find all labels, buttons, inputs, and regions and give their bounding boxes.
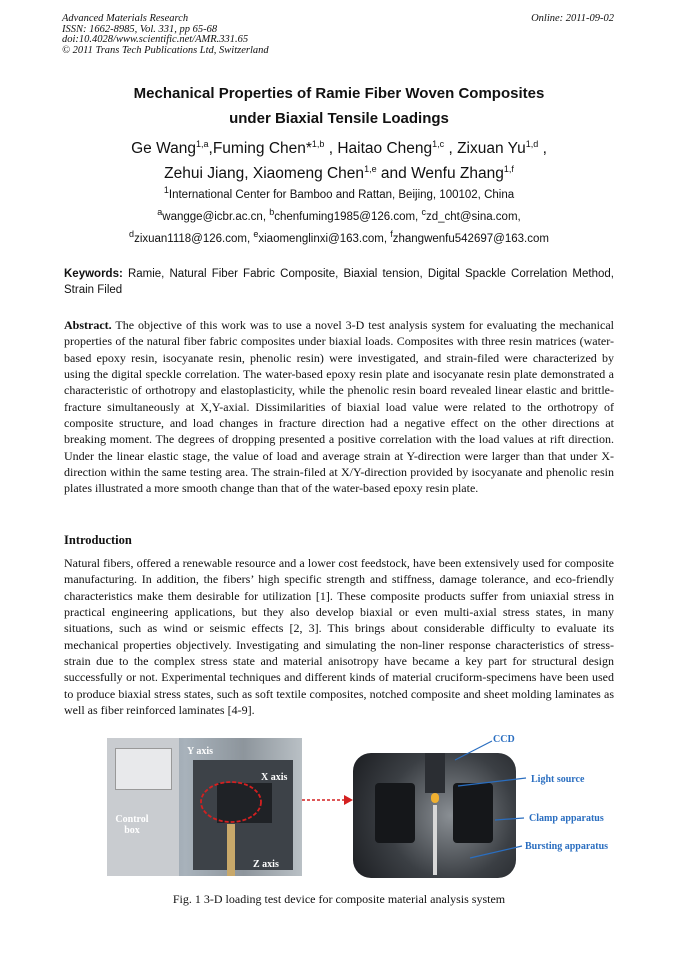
online-date: Online: 2011-09-02 bbox=[531, 13, 614, 24]
ccd-label: CCD bbox=[493, 734, 515, 745]
keywords-text: Ramie, Natural Fiber Fabric Composite, Biaxial tension, Digital Spackle Correlation Method, Strain Filed bbox=[64, 268, 614, 296]
author-name: Wenfu Zhang bbox=[411, 165, 504, 182]
email-address[interactable]: zixuan1118@126.com, bbox=[134, 233, 254, 245]
light-source-pointer bbox=[458, 778, 526, 786]
author-separator: , bbox=[324, 140, 338, 157]
section-heading-introduction: Introduction bbox=[64, 533, 132, 547]
author-separator: , bbox=[208, 140, 213, 157]
author-name: Fuming Chen* bbox=[212, 140, 312, 157]
clamp-apparatus-label: Clamp apparatus bbox=[529, 813, 604, 824]
email-sup: c bbox=[421, 207, 426, 218]
email-sup: e bbox=[253, 229, 259, 240]
journal-name: Advanced Materials Research bbox=[62, 13, 189, 24]
author-separator: , bbox=[444, 140, 458, 157]
abstract-text: The objective of this work was to use a novel 3-D test analysis system for evaluating the mechanical properties of the natural fiber fabric composites under biaxial loads. Composites with three resin matrices (water-based epoxy resin, isocyanate resin, phenolic resin) were investigated, and strain-filed were characterized by using the digital speckle correlation. The water-based epoxy resin plate and isocyanate resin plate demonstrated a characteristic of orthotropy and elastoplasticity, while the phenolic resin board revealed linear elastic and brittle-fracture simultaneously at X,Y-axial. Dissimilarities of biaxial load value were related to the orthotropy of composite structure, and load changes in fracture direction had a negative effect on the other directions at breaking moment. The degrees of dropping presented a positive correlation with the load values at rift direction. Under the linear elastic stage, the value of load and average strain at Y-direction were larger than that under X-direction within the same testing area. The strain-filed at X/Y-direction provided by isocyanate and phenolic resin plates illustrated a more smooth change than that of the water-based epoxy resin plate. bbox=[64, 318, 614, 496]
author-sup: 1,a bbox=[196, 138, 209, 149]
affiliation-sup: 1 bbox=[163, 185, 169, 196]
introduction-text: Natural fibers, offered a renewable resource and a lower cost feedstock, have been extensively used for composite manufacturing. In addition, the fibers’ high specific strength and stiffness, damage tolerance, and eco-friendly characteristics make them desirable for utilization [1]. These composite products suffer from uniaxial stress in practical engineering applications, but they also develop biaxial or even multi-axial stress states, in many situations, such as wind or seismic effects [2, 3]. This brings about considerable difficulty to evaluate its mechanical properties objectively. Investigating and simulating the non-liner response characteristics of stress-strain due to the complex stress state and material anisotropy have became a key part for structural design successfully or not. Experimental techniques and different kinds of material cruciform-specimens have been used to produce biaxial stress states, such as soft textile composites, notched composite and sheet molding laminates as well as fiber reinforced laminates [4-9]. bbox=[64, 556, 614, 718]
control-box-label-line-1: Control bbox=[115, 814, 149, 825]
author-sup: 1,f bbox=[503, 163, 514, 174]
clamp-pointer bbox=[495, 818, 524, 820]
zoom-arrow-head bbox=[344, 795, 353, 805]
ccd-pointer bbox=[455, 741, 492, 760]
bursting-pointer bbox=[470, 846, 522, 858]
author-separator: , bbox=[538, 140, 547, 157]
highlight-ellipse bbox=[201, 782, 261, 822]
email-sup: a bbox=[157, 207, 163, 218]
x-axis-label: X axis bbox=[261, 772, 288, 783]
author-name: Haitao Cheng bbox=[337, 140, 433, 157]
issn-line: ISSN: 1662-8985, Vol. 331, pp 65-68 bbox=[62, 23, 218, 35]
email-address[interactable]: wangge@icbr.ac.cn, bbox=[162, 211, 270, 223]
affiliation-text: International Center for Bamboo and Rattan, Beijing, 100102, China bbox=[168, 189, 515, 201]
control-box-label-line-2: box bbox=[124, 825, 140, 836]
email-address[interactable]: zd_cht@sina.com, bbox=[425, 211, 521, 223]
email-address[interactable]: xiaomenglinxi@163.com, bbox=[258, 233, 391, 245]
email-address[interactable]: zhangwenfu542697@163.com bbox=[392, 233, 549, 245]
light-source-label: Light source bbox=[531, 774, 585, 785]
figure-caption: Fig. 1 3-D loading test device for composite material analysis system bbox=[172, 892, 506, 906]
email-sup: b bbox=[269, 207, 275, 218]
author-separator: , bbox=[244, 165, 253, 182]
author-sup: 1,b bbox=[311, 138, 325, 149]
y-axis-label: Y axis bbox=[187, 746, 214, 757]
keywords-label: Keywords: bbox=[64, 268, 123, 280]
author-sup: 1,c bbox=[432, 138, 445, 149]
author-sup: 1,d bbox=[525, 138, 539, 149]
z-axis-label: Z axis bbox=[253, 859, 279, 870]
title-line-2: under Biaxial Tensile Loadings bbox=[229, 110, 449, 127]
doi-line: doi:10.4028/www.scientific.net/AMR.331.65 bbox=[62, 34, 249, 45]
email-sup: d bbox=[129, 229, 135, 240]
author-name: Ge Wang bbox=[131, 140, 197, 157]
author-name: Zixuan Yu bbox=[457, 140, 526, 157]
author-name: Xiaomeng Chen bbox=[252, 165, 365, 182]
author-name: Zehui Jiang bbox=[164, 165, 245, 182]
title-line-1: Mechanical Properties of Ramie Fiber Woven Composites bbox=[133, 85, 545, 102]
email-address[interactable]: chenfuming1985@126.com, bbox=[274, 211, 422, 223]
copyright-line: © 2011 Trans Tech Publications Ltd, Switzerland bbox=[62, 44, 269, 56]
author-sup: 1,e bbox=[364, 163, 377, 174]
abstract-label: Abstract. bbox=[64, 318, 112, 332]
bursting-apparatus-label: Bursting apparatus bbox=[525, 841, 609, 852]
email-sup: f bbox=[390, 229, 393, 240]
author-separator: and bbox=[376, 165, 412, 182]
